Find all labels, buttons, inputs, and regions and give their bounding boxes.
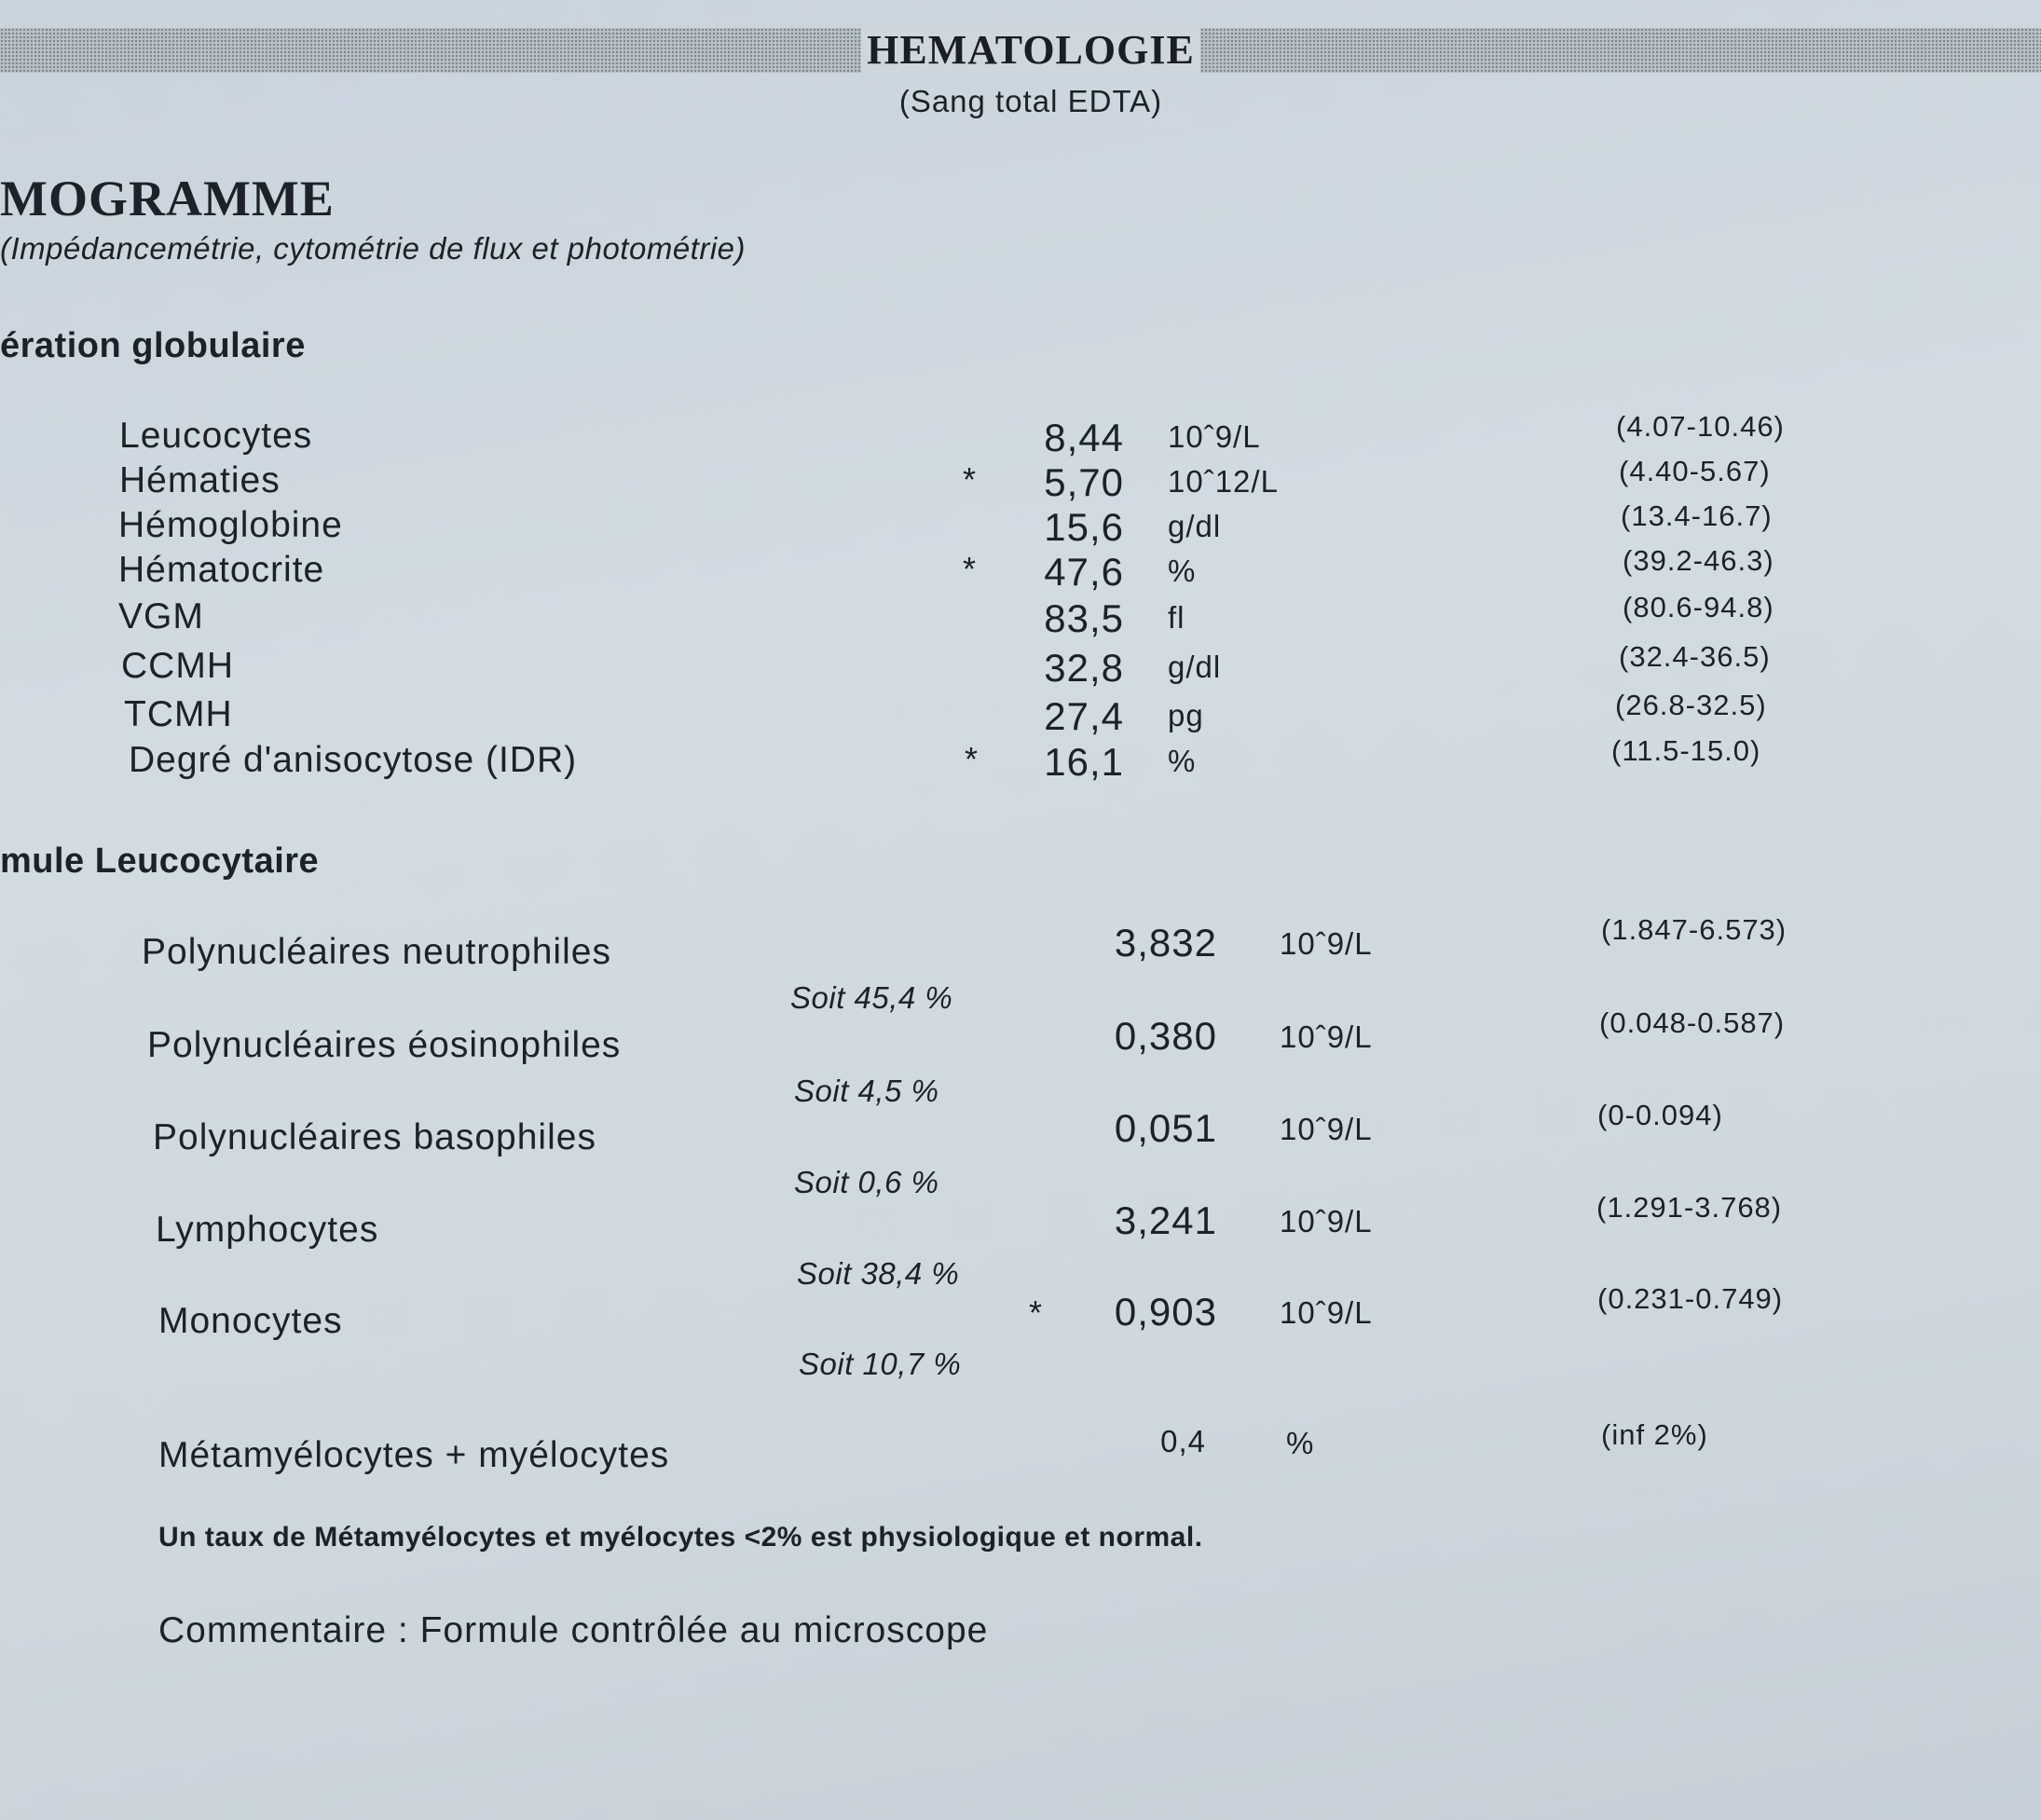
result-unit: % xyxy=(1168,554,1197,588)
result-unit: 10ˆ12/L xyxy=(1168,464,1279,499)
result-row xyxy=(0,913,2041,978)
result-row xyxy=(0,544,2041,596)
result-value: 32,8 xyxy=(1044,646,1124,690)
result-label: Polynucléaires éosinophiles xyxy=(147,1025,622,1065)
result-label: Métamyélocytes + myélocytes xyxy=(158,1435,670,1475)
result-value: 3,241 xyxy=(1114,1198,1217,1242)
reference-range: (1.847-6.573) xyxy=(1601,913,1788,946)
percentage-label: Soit 38,4 % xyxy=(797,1256,960,1291)
reference-range: (4.07-10.46) xyxy=(1616,410,1785,443)
result-row xyxy=(0,1418,2041,1482)
comment-line: Commentaire : Formule contrôlée au microscope xyxy=(158,1610,989,1650)
result-label: Monocytes xyxy=(158,1301,343,1341)
result-value: 83,5 xyxy=(1044,596,1124,640)
percentage-label: Soit 0,6 % xyxy=(794,1165,939,1199)
exam-title: MOGRAMME xyxy=(0,171,335,226)
percentage-label: Soit 45,4 % xyxy=(790,980,953,1015)
result-label: VGM xyxy=(118,596,204,636)
result-unit: 10ˆ9/L xyxy=(1280,1295,1373,1330)
result-row xyxy=(0,1006,2041,1072)
result-label: TCMH xyxy=(124,694,233,734)
group-title-numeration: ération globulaire xyxy=(0,326,306,365)
interpretation-note: Un taux de Métamyélocytes et myélocytes <2% est physiologique et normal. xyxy=(158,1522,1203,1553)
result-value: 27,4 xyxy=(1044,694,1124,738)
result-value: 5,70 xyxy=(1044,460,1124,504)
result-unit: % xyxy=(1168,744,1197,778)
reference-range: (0.048-0.587) xyxy=(1599,1006,1786,1039)
reference-range: (13.4-16.7) xyxy=(1621,499,1773,532)
result-unit: 10ˆ9/L xyxy=(1280,1019,1373,1054)
result-label: Hématies xyxy=(119,460,281,500)
percentage-label: Soit 4,5 % xyxy=(794,1074,939,1108)
abnormal-flag: * xyxy=(1029,1293,1043,1332)
result-row xyxy=(0,1099,2041,1164)
result-row xyxy=(0,734,2041,787)
result-value: 16,1 xyxy=(1044,740,1124,784)
result-label: CCMH xyxy=(121,646,234,686)
abnormal-flag: * xyxy=(963,550,977,588)
result-row xyxy=(0,591,2041,643)
group-title-formule: mule Leucocytaire xyxy=(0,842,320,881)
abnormal-flag: * xyxy=(963,460,977,499)
percentage-label: Soit 10,7 % xyxy=(799,1347,962,1381)
result-label: Polynucléaires basophiles xyxy=(153,1117,596,1157)
reference-range: (0-0.094) xyxy=(1597,1099,1723,1131)
reference-range: (11.5-15.0) xyxy=(1611,734,1761,767)
result-unit: g/dl xyxy=(1168,650,1222,684)
result-row xyxy=(0,1191,2041,1256)
result-unit: 10ˆ9/L xyxy=(1168,419,1261,454)
result-value: 0,903 xyxy=(1114,1290,1217,1334)
reference-range: (1.291-3.768) xyxy=(1596,1191,1783,1224)
reference-range: (80.6-94.8) xyxy=(1623,591,1774,623)
result-label: Polynucléaires neutrophiles xyxy=(142,932,611,972)
result-value: 0,380 xyxy=(1114,1014,1217,1058)
section-title xyxy=(0,26,2041,74)
result-value: 47,6 xyxy=(1044,550,1124,594)
reference-range: (26.8-32.5) xyxy=(1615,689,1767,721)
reference-range: (32.4-36.5) xyxy=(1619,640,1771,673)
result-unit: % xyxy=(1286,1426,1315,1460)
result-row xyxy=(0,640,2041,692)
exam-method: (Impédancemétrie, cytométrie de flux et photométrie) xyxy=(0,231,747,266)
result-unit: fl xyxy=(1168,600,1185,635)
sample-type: (Sang total EDTA) xyxy=(898,84,1163,118)
result-unit: 10ˆ9/L xyxy=(1280,1204,1373,1238)
reference-range: (4.40-5.67) xyxy=(1619,455,1771,487)
result-unit: g/dl xyxy=(1168,509,1222,543)
result-row xyxy=(0,1282,2041,1348)
section-title-text: HEMATOLOGIE xyxy=(861,27,1200,73)
result-value: 0,051 xyxy=(1114,1106,1217,1150)
result-unit: pg xyxy=(1168,698,1204,732)
abnormal-flag: * xyxy=(965,740,979,778)
result-value: 3,832 xyxy=(1114,921,1217,965)
result-label: Lymphocytes xyxy=(156,1210,379,1250)
result-label: Hémoglobine xyxy=(118,505,343,545)
reference-range: (39.2-46.3) xyxy=(1623,544,1774,577)
result-label: Degré d'anisocytose (IDR) xyxy=(129,740,578,780)
result-unit: 10ˆ9/L xyxy=(1280,926,1373,961)
result-unit: 10ˆ9/L xyxy=(1280,1112,1373,1146)
result-label: Hématocrite xyxy=(118,550,325,590)
result-value: 8,44 xyxy=(1044,416,1124,459)
result-value: 15,6 xyxy=(1044,505,1124,549)
result-label: Leucocytes xyxy=(119,416,313,456)
reference-range: (inf 2%) xyxy=(1601,1418,1708,1451)
reference-range: (0.231-0.749) xyxy=(1597,1282,1784,1315)
result-value: 0,4 xyxy=(1160,1424,1206,1458)
